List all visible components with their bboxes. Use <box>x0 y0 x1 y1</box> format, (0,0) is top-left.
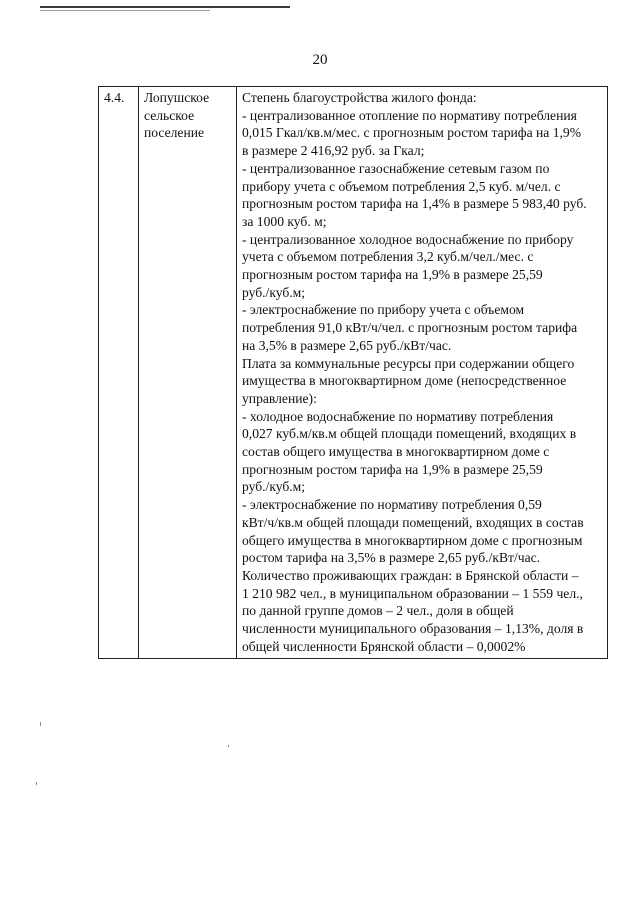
description-line: общей численности Брянской области – 0,0002% <box>242 638 526 654</box>
description-line: - централизованное холодное водоснабжение по прибору <box>242 231 574 247</box>
description-line: управление): <box>242 390 317 406</box>
row-number: 4.4. <box>104 90 125 105</box>
description-line: - электроснабжение по прибору учета с объемом <box>242 302 525 318</box>
description-line: 0,015 Гкал/кв.м/мес. с прогнозным ростом тарифа на 1,9% <box>242 125 582 141</box>
description-line: - централизованное газоснабжение сетевым газом по <box>242 160 550 176</box>
description-line: по данной группе домов – 2 чел., доля в общей <box>242 603 514 619</box>
description-line: на 3,5% в размере 2,65 руб./кВт/час. <box>242 337 452 353</box>
description-cell <box>237 87 608 659</box>
description-line: руб./куб.м; <box>242 284 306 300</box>
description-line: Степень благоустройства жилого фонда: <box>242 90 477 105</box>
description-line: 0,027 куб.м/кв.м общей площади помещений, входящих в <box>242 426 577 442</box>
description-line: численности муниципального образования – 1,13%, доля в <box>242 621 584 637</box>
page-number: 20 <box>312 52 328 68</box>
scan-speck <box>40 722 41 726</box>
settlement-name-line: поселение <box>144 125 205 141</box>
description-line: прогнозным ростом тарифа на 1,9% в размере 25,59 <box>242 461 543 477</box>
scan-speck <box>228 745 229 747</box>
description-line: состав общего имущества в многоквартирном доме с <box>242 444 550 460</box>
description-line: прогнозным ростом тарифа на 1,4% в размере 5 983,40 руб. <box>242 196 587 212</box>
row-number-cell <box>99 87 139 659</box>
scan-speck <box>36 782 37 785</box>
description-line: имущества в многоквартирном доме (непосредственное <box>242 373 567 389</box>
description-line: потребления 91,0 кВт/ч/чел. с прогнозным ростом тарифа <box>242 320 578 336</box>
settlement-name-cell <box>139 87 237 659</box>
description-line: Плата за коммунальные ресурсы при содержании общего <box>242 355 575 371</box>
description-line: общего имущества в многоквартирном доме с прогнозным <box>242 532 583 548</box>
scan-edge-mark-top <box>40 6 290 8</box>
description-line: Количество проживающих граждан: в Брянской области – <box>242 567 579 583</box>
description-line: в размере 2 416,92 руб. за Гкал; <box>242 143 425 159</box>
description-line: - электроснабжение по нормативу потребления 0,59 <box>242 497 542 513</box>
description-line: за 1000 куб. м; <box>242 213 327 229</box>
data-table <box>98 86 608 659</box>
description-line: - централизованное отопление по нормативу потребления <box>242 107 577 123</box>
description-line: - холодное водоснабжение по нормативу потребления <box>242 408 554 424</box>
description-line: прибору учета с объемом потребления 2,5 куб. м/чел. с <box>242 178 561 194</box>
scan-edge-mark-thin <box>40 10 210 11</box>
settlement-name-line: Лопушское <box>144 90 210 105</box>
description-line: прогнозным ростом тарифа на 1,9% в размере 25,59 <box>242 267 543 283</box>
description-line: 1 210 982 чел., в муниципальном образовании – 1 559 чел., <box>242 585 583 601</box>
description-line: ростом тарифа на 3,5% в размере 2,65 руб./кВт/час. <box>242 550 541 566</box>
description-line: кВт/ч/кв.м общей площади помещений, входящих в состав <box>242 514 584 530</box>
description-line: руб./куб.м; <box>242 479 306 495</box>
description-line: учета с объемом потребления 3,2 куб.м/чел./мес. с <box>242 249 534 265</box>
settlement-name-line: сельское <box>144 107 195 123</box>
table-row <box>99 87 608 659</box>
